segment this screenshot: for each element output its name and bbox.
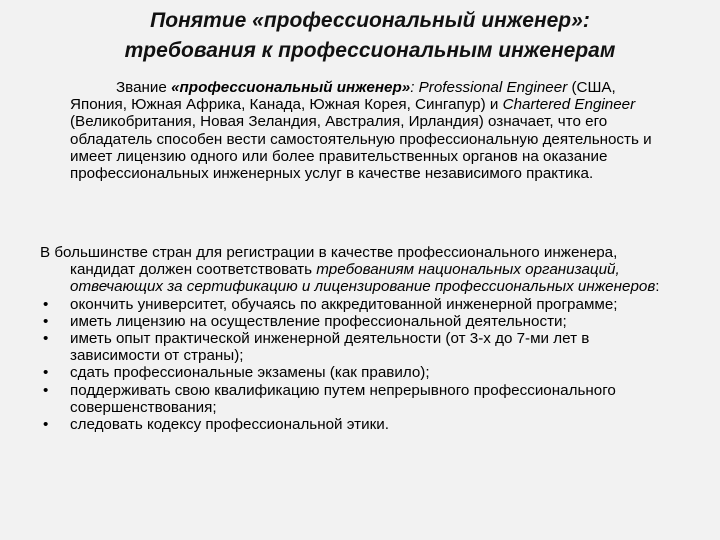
requirement-text: иметь опыт практической инженерной деятельности (от 3-х до 7-ми лет в зависимости от страны); [70, 330, 590, 365]
definition-professional-engineer: Professional Engineer [418, 79, 568, 96]
requirements-list [40, 296, 680, 434]
definition-paragraph [70, 79, 670, 182]
bullet-icon: • [43, 312, 49, 330]
definition-lead: Звание [116, 79, 172, 96]
title-line-2: требования к профессиональным инженерам [124, 39, 616, 62]
requirement-text: следовать кодексу профессиональной этики. [70, 416, 389, 434]
requirement-text: поддерживать свою квалификацию путем непрерывного профессионального совершенствования; [70, 381, 616, 416]
definition-colon: : [410, 79, 419, 96]
requirement-text: иметь лицензию на осуществление профессиональной деятельности; [70, 312, 567, 330]
bullet-icon: • [43, 364, 49, 382]
requirement-item [40, 330, 680, 364]
requirement-text: сдать профессиональные экзамены (как правило); [70, 364, 430, 382]
title-line-1: Понятие «профессиональный инженер»: [150, 9, 590, 32]
definition-rest: (Великобритания, Новая Зеландия, Австралия, Ирландия) означает, что его обладатель способен вести самостоятельную профессиональную деятельность и имеет лицензию одного или более правительственных органов на оказание профессиональных инженерных услуг в качестве независимого практика. [70, 113, 652, 183]
requirements-intro-plain: В большинстве стран для регистрации в качестве профессионального инженера, кандидат должен соответствовать [40, 244, 618, 279]
bullet-icon: • [43, 295, 49, 313]
requirements-intro [40, 244, 680, 296]
definition-term: «профессиональный инженер» [171, 79, 411, 96]
bullet-icon: • [43, 381, 49, 399]
definition-countries-1: (США, Япония, Южная Африка, Канада, Южная Корея, Сингапур) и [70, 79, 616, 114]
requirement-item [40, 382, 680, 416]
requirements-intro-italic: требованиям национальных организаций, отвечающих за сертификацию и лицензирование профессиональных инженеров [70, 261, 656, 296]
bullet-icon: • [43, 416, 49, 434]
bullet-icon: • [43, 330, 49, 348]
requirement-item [40, 364, 680, 381]
requirement-text: окончить университет, обучаясь по аккредитованной инженерной программе; [70, 295, 618, 313]
slide-title [40, 6, 700, 66]
requirements-block [40, 244, 680, 433]
requirement-item [40, 313, 680, 330]
requirement-item [40, 416, 680, 433]
requirement-item [40, 296, 680, 313]
definition-chartered-engineer: Chartered Engineer [502, 96, 636, 114]
requirements-intro-end: : [655, 278, 660, 296]
